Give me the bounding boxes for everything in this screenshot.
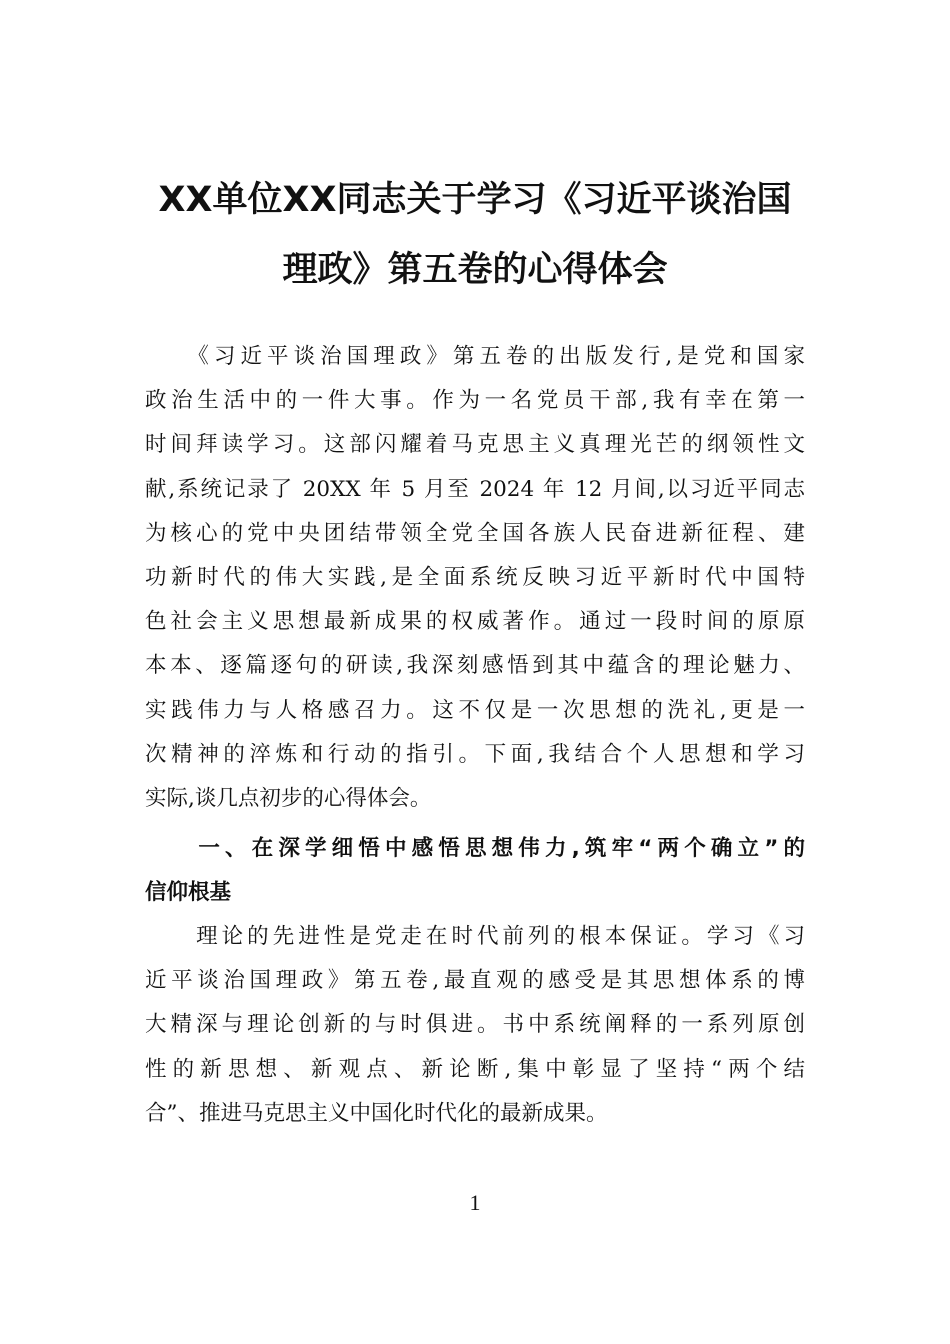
paragraph-line: 《习近平谈治国理政》第五卷的出版发行,是党和国家 (145, 344, 805, 369)
document-title-line-1: XX单位XX同志关于学习《习近平谈治国 (158, 180, 792, 220)
page-number: 1 (469, 1190, 481, 1215)
paragraph-line: 功新时代的伟大实践,是全面系统反映习近平新时代中国特 (145, 565, 805, 590)
paragraph-line: 近平谈治国理政》第五卷,最直观的感受是其思想体系的博 (145, 968, 805, 994)
paragraph-line: 大精深与理论创新的与时俱进。书中系统阐释的一系列原创 (145, 1012, 805, 1038)
paragraph-line: 为核心的党中央团结带领全党全国各族人民奋进新征程、建 (145, 520, 805, 546)
paragraph-line: 献,系统记录了 20XX 年 5 月至 2024 年 12 月间,以习近平同志 (145, 476, 805, 502)
paragraph-line: 实践伟力与人格感召力。这不仅是一次思想的洗礼,更是一 (145, 697, 805, 723)
paragraph-line: 本本、逐篇逐句的研读,我深刻感悟到其中蕴含的理论魅力、 (145, 653, 805, 679)
document-title-line-2: 理政》第五卷的心得体会 (282, 250, 668, 290)
paragraph-line: 实际,谈几点初步的心得体会。 (145, 786, 432, 811)
section-heading-line: 一、在深学细悟中感悟思想伟力,筑牢“两个确立”的 (145, 836, 805, 861)
paragraph-line: 理论的先进性是党走在时代前列的根本保证。学习《习 (145, 924, 805, 949)
paragraph-line: 次精神的淬炼和行动的指引。下面,我结合个人思想和学习 (145, 741, 805, 767)
paragraph-line: 性的新思想、新观点、新论断,集中彰显了坚持“两个结 (145, 1056, 805, 1082)
paragraph-line: 色社会主义思想最新成果的权威著作。通过一段时间的原原 (145, 609, 805, 635)
paragraph-line: 时间拜读学习。这部闪耀着马克思主义真理光芒的纲领性文 (145, 432, 805, 458)
paragraph-line: 政治生活中的一件大事。作为一名党员干部,我有幸在第一 (145, 388, 805, 414)
section-heading-line: 信仰根基 (145, 880, 232, 906)
paragraph-line: 合”、推进马克思主义中国化时代化的最新成果。 (145, 1100, 608, 1126)
